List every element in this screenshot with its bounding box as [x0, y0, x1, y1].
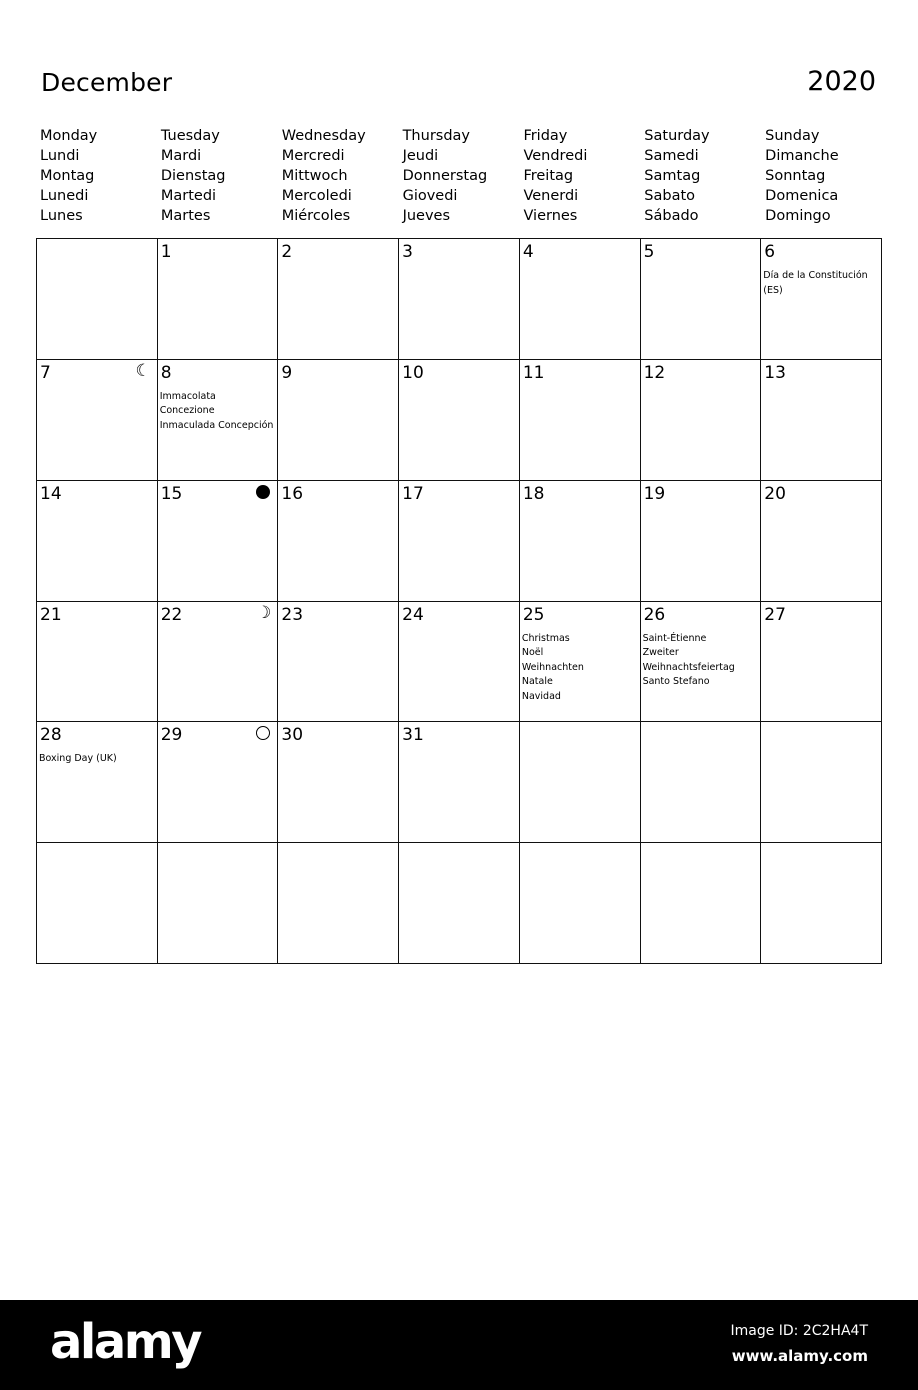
weekday-column [278, 126, 399, 226]
holiday-note [643, 632, 760, 690]
holiday-line: (ES) [763, 284, 783, 296]
day-number: 11 [522, 362, 545, 383]
holiday-note [763, 269, 880, 298]
day-cell [399, 481, 520, 602]
weekday-label: Montag [40, 168, 95, 184]
day-number: 4 [522, 242, 534, 262]
weekday-label: Sabato [644, 188, 696, 204]
day-cell [520, 481, 641, 602]
day-cell [520, 239, 641, 360]
calendar-grid [36, 238, 882, 964]
month-title: December [41, 68, 173, 97]
weekday-label: Vendredi [523, 148, 588, 164]
weekday-label: Lundi [40, 148, 80, 164]
year-title: 2020 [807, 66, 876, 97]
holiday-line: Natale [521, 676, 553, 687]
day-cell [278, 602, 399, 723]
empty-cell [761, 722, 882, 843]
weekday-label: Viernes [523, 208, 578, 224]
holiday-line: Immacolata [159, 390, 216, 402]
weekday-label: Monday [40, 128, 98, 144]
weekday-label: Jueves [402, 208, 451, 224]
day-number: 23 [281, 604, 304, 625]
day-number: 20 [764, 483, 786, 504]
day-number: 7 [40, 362, 51, 383]
holiday-line: Saint-Étienne [642, 632, 707, 644]
weekday-label: Thursday [402, 128, 471, 144]
day-number: 21 [40, 604, 62, 625]
holiday-line: Weihnachten [521, 661, 584, 673]
day-number: 12 [643, 362, 666, 383]
waning-crescent-moon-icon: ☾ [135, 360, 151, 381]
weekday-label: Samedi [644, 148, 699, 164]
day-cell [761, 239, 882, 360]
holiday-line: Zweiter [642, 647, 679, 658]
weekday-label: Mercredi [281, 148, 345, 164]
day-cell [278, 360, 399, 481]
weekday-label: Domingo [765, 208, 831, 224]
empty-cell [37, 843, 158, 964]
day-number: 29 [160, 725, 183, 746]
weekday-column [399, 126, 520, 226]
day-number: 31 [402, 725, 424, 746]
day-number: 14 [40, 483, 62, 504]
weekday-label: Tuesday [160, 128, 220, 144]
weekday-label: Samtag [644, 168, 701, 184]
day-cell [399, 722, 520, 843]
day-cell [641, 239, 762, 360]
weekday-column [640, 126, 761, 226]
day-number: 19 [643, 483, 666, 504]
weekday-label: Mercoledi [281, 188, 352, 204]
day-cell [399, 360, 520, 481]
day-number: 13 [764, 362, 786, 383]
day-number: 1 [160, 242, 172, 262]
day-cell [158, 239, 279, 360]
day-cell [37, 481, 158, 602]
weekday-label: Friday [523, 128, 568, 144]
holiday-line: Navidad [521, 690, 561, 702]
day-cell [37, 602, 158, 723]
day-cell [278, 722, 399, 843]
weekday-label: Martedi [160, 188, 217, 204]
day-cell [158, 481, 279, 602]
holiday-note [522, 632, 639, 705]
holiday-note [39, 752, 156, 767]
day-number: 9 [281, 362, 293, 383]
weekday-label: Venerdi [523, 188, 579, 204]
holiday-line: Santo Stefano [642, 676, 710, 687]
weekday-column [761, 126, 882, 226]
weekday-label: Mittwoch [281, 168, 348, 184]
waxing-crescent-moon-icon: ☽ [256, 602, 272, 623]
weekday-label: Jeudi [402, 148, 439, 164]
day-number: 16 [281, 483, 304, 504]
day-cell [278, 239, 399, 360]
day-cell [399, 602, 520, 723]
weekday-label: Donnerstag [402, 168, 488, 184]
day-number: 18 [522, 483, 545, 504]
day-cell [520, 602, 641, 723]
day-number: 8 [160, 362, 172, 383]
empty-cell [278, 843, 399, 964]
holiday-line: Concezione [159, 405, 215, 417]
image-id: Image ID: 2C2HA4T [730, 1323, 868, 1339]
weekday-label: Wednesday [281, 128, 366, 144]
weekday-label: Martes [160, 208, 211, 224]
weekday-column [36, 126, 157, 226]
weekday-label: Saturday [644, 128, 710, 144]
empty-cell [761, 843, 882, 964]
full-moon-icon [256, 726, 270, 740]
empty-cell [37, 239, 158, 360]
weekday-header [36, 126, 882, 226]
day-number: 27 [764, 604, 786, 625]
day-cell [399, 239, 520, 360]
weekday-label: Domenica [765, 188, 839, 204]
holiday-line: Christmas [521, 632, 570, 644]
day-cell [158, 722, 279, 843]
day-cell [641, 360, 762, 481]
day-cell [761, 602, 882, 723]
day-number: 25 [522, 604, 545, 625]
day-number: 17 [402, 483, 424, 504]
weekday-label: Lunes [40, 208, 83, 224]
day-number: 10 [402, 362, 424, 383]
empty-cell [641, 843, 762, 964]
day-number: 28 [40, 725, 62, 746]
weekday-label: Sunday [765, 128, 820, 144]
holiday-line: Inmaculada Concepción [159, 419, 274, 431]
day-number: 24 [402, 604, 424, 625]
watermark-footer [0, 1300, 918, 1390]
day-cell [37, 360, 158, 481]
alamy-logo: alamy [50, 1314, 201, 1370]
day-number: 2 [281, 242, 293, 262]
holiday-line: Boxing Day (UK) [39, 753, 117, 765]
weekday-label: Lunedi [40, 188, 89, 204]
empty-cell [158, 843, 279, 964]
weekday-label: Dimanche [765, 148, 839, 164]
weekday-label: Sonntag [765, 168, 826, 184]
day-number: 3 [402, 242, 413, 262]
weekday-label: Miércoles [281, 208, 351, 224]
day-cell [641, 602, 762, 723]
weekday-column [157, 126, 278, 226]
day-number: 6 [764, 242, 776, 262]
day-cell [761, 481, 882, 602]
weekday-column [519, 126, 640, 226]
weekday-label: Freitag [523, 168, 574, 184]
day-number: 5 [643, 242, 655, 262]
day-number: 30 [281, 725, 304, 746]
empty-cell [399, 843, 520, 964]
holiday-line: Día de la Constitución [763, 270, 868, 281]
weekday-label: Giovedi [402, 188, 458, 204]
empty-cell [520, 722, 641, 843]
day-cell [37, 722, 158, 843]
site-url: www.alamy.com [731, 1347, 868, 1365]
day-cell [158, 360, 279, 481]
empty-cell [520, 843, 641, 964]
empty-cell [641, 722, 762, 843]
day-number: 26 [643, 604, 666, 625]
holiday-note [160, 390, 277, 434]
day-cell [278, 481, 399, 602]
weekday-label: Mardi [160, 148, 202, 164]
weekday-label: Sábado [644, 208, 699, 224]
day-number: 22 [160, 604, 183, 625]
weekday-label: Dienstag [160, 168, 226, 184]
holiday-line: Noël [521, 647, 544, 658]
day-number: 15 [160, 483, 183, 504]
day-cell [520, 360, 641, 481]
day-cell [158, 602, 279, 723]
day-cell [761, 360, 882, 481]
day-cell [641, 481, 762, 602]
new-moon-icon [256, 485, 270, 499]
holiday-line: Weihnachtsfeiertag [642, 661, 735, 673]
